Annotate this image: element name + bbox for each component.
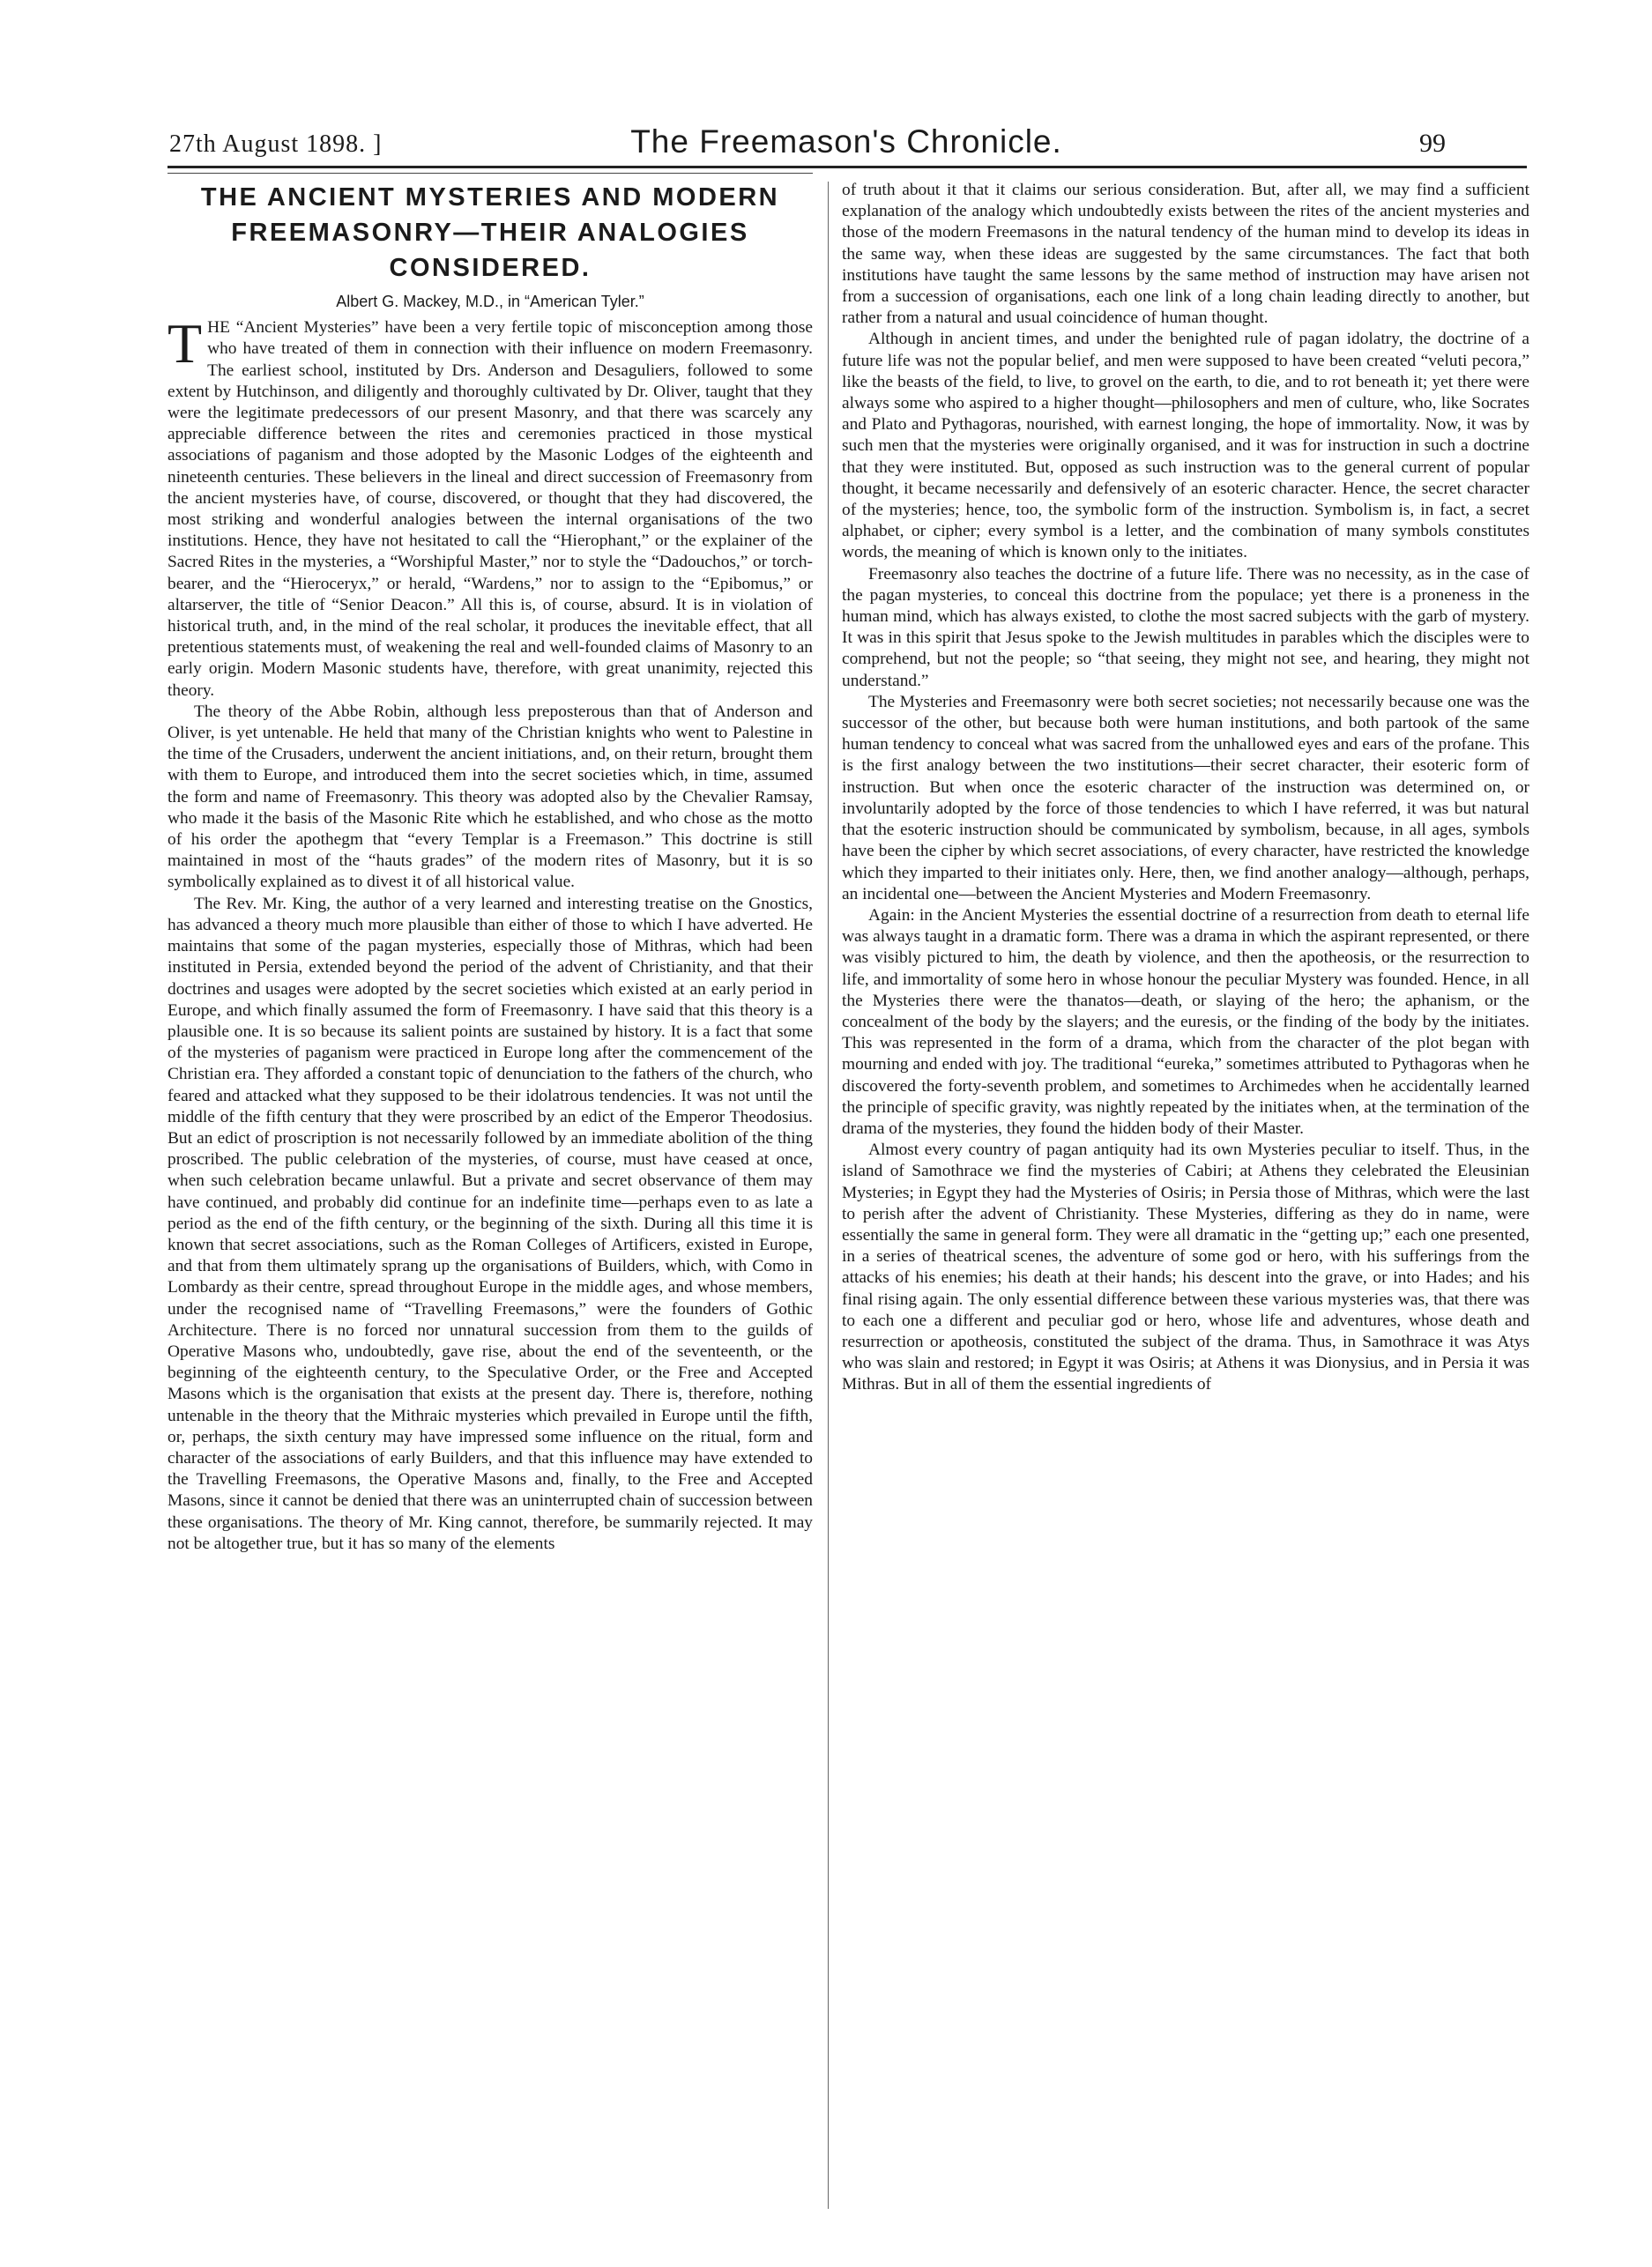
- article-paragraph: The Rev. Mr. King, the author of a very learned and interesting treatise on the Gnostics, has advanced a theory much more plausible than either of those to which I have adverted. He maintains that some of the pagan mysteries, especially those of Mithras, which had been instituted in Persia, extended beyond the period of the advent of Christianity, and that their doctrines and usages were adopted by the secret societies which existed at an early period in Europe, and which finally assumed the form of Freemasonry. I have said that this theory is a plausible one. It is so because its salient points are sustained by history. It is a fact that some of the mysteries of paganism were practiced in Europe long after the commencement of the Christian era. They afforded a constant topic of denunciation to the fathers of the church, who feared and attacked what they supposed to be their idolatrous tendencies. It was not until the middle of the fifth century that they were proscribed by an edict of the Emperor Theodosius. But an edict of proscription is not necessarily followed by an immediate abolition of the thing proscribed. The public celebration of the mysteries, of course, must have ceased at once, when such celebration became unlawful. But a private and secret observance of them may have continued, and probably did continue for an indefinite time—perhaps even to as late a period as the end of the fifth century, or the beginning of the sixth. During all this time it is known that secret associations, such as the Roman Colleges of Artificers, existed in Europe, and that from them ultimately sprang up the organisations of Builders, which, with Como in Lombardy as their centre, spread throughout Europe in the middle ages, and whose members, under the recognised name of “Travelling Freemasons,” were the founders of Gothic Architecture. There is no forced nor unnatural succession from them to the guilds of Operative Masons who, undoubtedly, gave rise, about the end of the seventeenth, or the beginning of the eighteenth century, to the Speculative Order, or the Free and Accepted Masons which is the organisation that exists at the present day. There is, therefore, nothing untenable in the theory that the Mithraic mysteries which prevailed in Europe until the fifth, or, perhaps, the sixth century may have impressed some influence on the ritual, form and character of the associations of early Builders, and that this influence may have extended to the Travelling Freemasons, the Operative Masons and, finally, to the Free and Accepted Masons, since it cannot be denied that there was an uninterrupted chain of succession between these organisations. The theory of Mr. King cannot, therefore, be summarily rejected. It may not be altogether true, but it has so many of the elements: [167, 894, 813, 1553]
- page-number: 99: [1419, 129, 1446, 158]
- article-paragraph: Freemasonry also teaches the doctrine of a future life. There was no necessity, as in the case of the pagan mysteries, to conceal this doctrine from the populace; yet there is a proneness in the human mind, which has always existed, to clothe the most sacred subjects with the garb of mystery. It was in this spirit that Jesus spoke to the Jewish multitudes in parables which the disciples were to comprehend, but not the people; so “that seeing, they might not see, and hearing, they might not understand.”: [842, 564, 1529, 690]
- drop-cap: T: [167, 312, 203, 375]
- issue-date: 27th August 1898. ]: [169, 130, 383, 158]
- masthead-title: The Freemason's Chronicle.: [630, 123, 1062, 160]
- header-subrule: [167, 173, 813, 174]
- column-divider: [828, 182, 829, 2209]
- article-paragraph: Again: in the Ancient Mysteries the essential doctrine of a resurrection from death to eternal life was always taught in a dramatic form. There was a drama in which the aspirant represented, or there was visibly pictured to him, the death by violence, and then the apotheosis, or the resurrection to life, and immortality of some hero in whose honour the peculiar Mystery was founded. Hence, in all the Mysteries there were the thanatos—death, or slaying of the hero; the aphanism, or the concealment of the body by the slayers; and the euresis, or the finding of the body by the initiates. This was represented in the form of a drama, which from the character of the plot began with mourning and ended with joy. The traditional “eureka,” sometimes attributed to Pythagoras when he discovered the forty-seventh problem, and sometimes to Archimedes when he accidentally learned the principle of specific gravity, was nightly repeated by the initiates when, at the termination of the drama of the mysteries, they found the hidden body of their Master.: [842, 905, 1529, 1138]
- article-title: THE ANCIENT MYSTERIES AND MODERN FREEMASONRY—THEIR ANALOGIES CONSIDERED.: [200, 183, 780, 282]
- article-paragraph: Almost every country of pagan antiquity had its own Mysteries peculiar to itself. Thus, in the island of Samothrace we find the mysteries of Cabiri; at Athens they celebrated the Eleusinian Mysteries; in Egypt they had the Mysteries of Osiris; in Persia those of Mithras, which were the last to perish after the advent of Christianity. These Mysteries, differing as they do in name, were essentially the same in general form. They were all dramatic in the “getting up;” each one presented, in a series of theatrical scenes, the adventure of some god or hero, with his sufferings from the attacks of his enemies; his death at their hands; his descent into the grave, or into Hades; and his final rising again. The only essential difference between these various mysteries was, that there was to each one a different and peculiar god or hero, whose life and adventures, whose death and resurrection or apotheosis, constituted the subject of the drama. Thus, in Samothrace it was Atys who was slain and restored; in Egypt it was Osiris; at Athens it was Dionysius, and in Persia it was Mithras. But in all of them the essential ingredients of: [842, 1141, 1529, 1394]
- left-column: [167, 176, 813, 1555]
- header-rule: [167, 166, 1527, 168]
- article-paragraph: Although in ancient times, and under the benighted rule of pagan idolatry, the doctrine of a future life was not the popular belief, and men were supposed to have been created “veluti pecora,” like the beasts of the field, to live, to grovel on the earth, to die, and to rot beneath it; yet there were always some who aspired to a higher thought—philosophers and men of culture, who, like Socrates and Plato and Pythagoras, nourished, with earnest longing, the hope of immortality. Now, it was by such men that the mysteries were originally organised, and it was for instruction in such a doctrine that they were instituted. But, opposed as such instruction was to the general current of popular thought, it became necessarily and defensively of an esoteric character. Hence, the secret character of the mysteries; hence, too, the symbolic form of the instruction. Symbolism is, in fact, a secret alphabet, or cipher; every symbol is a letter, and the combination of many symbols constitutes words, the meaning of which is known only to the initiates.: [842, 330, 1529, 562]
- article-paragraph: THE “Ancient Mysteries” have been a very fertile topic of misconception among those who have treated of them in connection with their influence on modern Freemasonry. The earliest school, instituted by Drs. Anderson and Desaguliers, followed to some extent by Hutchinson, and diligently and thoroughly cultivated by Dr. Oliver, taught that they were the legitimate predecessors of our present Masonry, and that there was scarcely any appreciable difference between the rites and ceremonies practiced in those mystical associations of paganism and those adopted by the Masonic Lodges of the eighteenth and nineteenth centuries. These believers in the lineal and direct succession of Freemasonry from the ancient mysteries have, of course, discovered, or thought that they had discovered, the most striking and wonderful analogies between the internal organisations of the two institutions. Hence, they have not hesitated to call the “Hierophant,” or the explainer of the Sacred Rites in the mysteries, a “Worshipful Master,” nor to style the “Dadouchos,” or torch-bearer, and the “Hieroceryx,” or herald, “Wardens,” nor to assign to the “Epibomus,” or altarserver, the title of “Senior Deacon.” All this is, of course, absurd. It is in violation of historical truth, and, in the mind of the real scholar, it produces the inevitable effect, that all pretentious statements must, of weakening the real and well-founded claims of Masonry to an early origin. Modern Masonic students have, therefore, with great unanimity, rejected this theory.: [167, 312, 813, 700]
- article-paragraph: The Mysteries and Freemasonry were both secret societies; not necessarily because one was the successor of the other, but because both were human institutions, and both partook of the same human tendency to conceal what was sacred from the unhallowed eyes and ears of the profane. This is the first analogy between the two institutions—their secret character, their esoteric form of instruction. But when once the esoteric character of the instruction was determined on, or involuntarily adopted by the force of those tendencies to which I have referred, it was but natural that the esoteric instruction should be communicated by symbolism, because, in all ages, symbols have been the cipher by which secret associations, of every character, have restricted the knowledge which they imparted to their initiates only. Here, then, we find another analogy—although, perhaps, an incidental one—between the Ancient Mysteries and Modern Freemasonry.: [842, 692, 1529, 903]
- article-paragraph: of truth about it that it claims our serious consideration. But, after all, we may find a sufficient explanation of the analogy which undoubtedly exists between the rites of the ancient mysteries and those of the modern Freemasons in the natural tendency of the human mind to develop its ideas in the same way, when these ideas are suggested by the same circumstances. The fact that both institutions have taught the same lessons by the same method of instruction may have arisen not from a succession of organisations, each one link of a long chain leading directly to another, but rather from a natural and usual coincidence of human thought.: [842, 181, 1529, 328]
- right-column: [842, 180, 1529, 1396]
- article-paragraph: The theory of the Abbe Robin, although less preposterous than that of Anderson and Oliver, is yet untenable. He held that many of the Christian knights who went to Palestine in the time of the Crusaders, underwent the ancient initiations, and, on their return, brought them with them to Europe, and introduced them into the secret societies which, in time, assumed the form and name of Freemasonry. This theory was adopted also by the Chevalier Ramsay, who made it the basis of the Masonic Rite which he established, and who chose as the motto of his order the apothegm that “every Templar is a Freemason.” This doctrine is still maintained in most of the “hauts grades” of the modern rites of Masonry, but it is so symbolically explained as to divest it of all historical value.: [167, 702, 813, 892]
- article-byline: Albert G. Mackey, M.D., in “American Tyler.”: [336, 293, 644, 310]
